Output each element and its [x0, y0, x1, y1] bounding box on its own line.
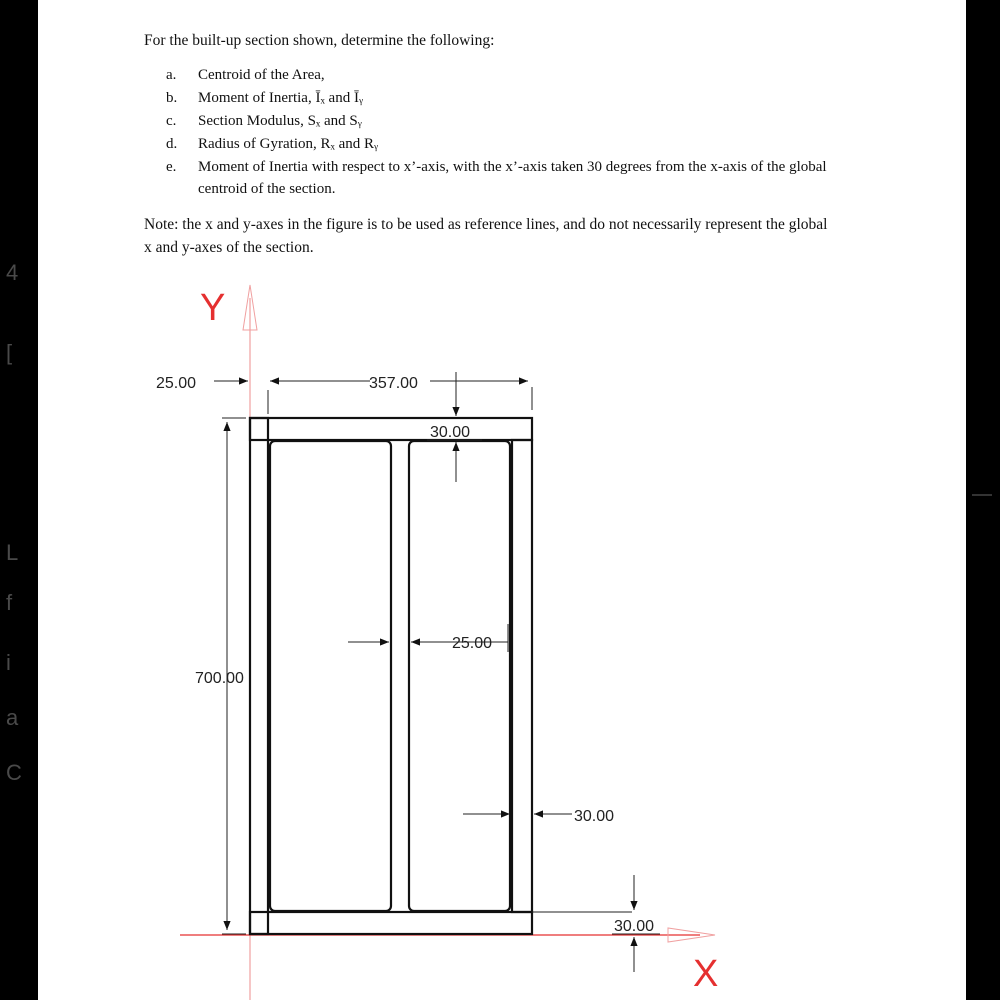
- dim-overall-height: 700.00: [195, 670, 244, 687]
- task-text: Centroid of the Area,: [198, 67, 325, 83]
- task-letter: b.: [166, 90, 178, 106]
- dim-overall-width: 357.00: [369, 375, 418, 392]
- task-letter: e.: [166, 159, 177, 175]
- task-text: Moment of Inertia, Īₓ and Īᵧ: [198, 90, 363, 106]
- built-up-section: [250, 418, 532, 934]
- top-flange-plate: [250, 418, 532, 440]
- cropped-background-glyph: i: [6, 650, 11, 675]
- cropped-background-glyph: [: [6, 340, 13, 365]
- cropped-background-glyph: 4: [6, 260, 19, 285]
- x-axis: [180, 928, 718, 995]
- bottom-flange-plate: [250, 912, 532, 934]
- dim-bottom-flange: 30.00: [614, 918, 655, 935]
- cropped-background-glyph: L: [6, 540, 19, 565]
- y-axis: [200, 285, 257, 1000]
- cropped-background-glyph: f: [6, 590, 13, 615]
- x-axis-label: X: [693, 953, 719, 995]
- task-letter: a.: [166, 67, 177, 83]
- cropped-background-glyph: a: [6, 705, 19, 730]
- dim-top-flange: 30.00: [430, 424, 471, 441]
- dim-web-gap: 25.00: [452, 635, 493, 652]
- left-channel: [270, 441, 391, 911]
- cropped-background-glyph: C: [6, 760, 22, 785]
- right-plate: [512, 440, 532, 912]
- task-text: Section Modulus, Sₓ and Sᵧ: [198, 113, 362, 129]
- y-axis-label: Y: [200, 287, 226, 329]
- left-plate: [250, 418, 268, 934]
- dim-left-offset: 25.00: [156, 375, 197, 392]
- task-text: Radius of Gyration, Rₓ and Rᵧ: [198, 136, 378, 152]
- problem-intro: For the built-up section shown, determine the following:: [144, 32, 495, 49]
- right-channel: [409, 441, 510, 911]
- task-letter: c.: [166, 113, 177, 129]
- task-text: Moment of Inertia with respect to x’-axis, with the x’-axis taken 30 degrees from the x-axis of the global centroid of the section.: [198, 159, 827, 197]
- task-letter: d.: [166, 136, 178, 152]
- problem-note: Note: the x and y-axes in the figure is to be used as reference lines, and do not necessarily represent the global x and y-axes of the section.: [144, 216, 828, 256]
- dim-right-plate: 30.00: [574, 808, 615, 825]
